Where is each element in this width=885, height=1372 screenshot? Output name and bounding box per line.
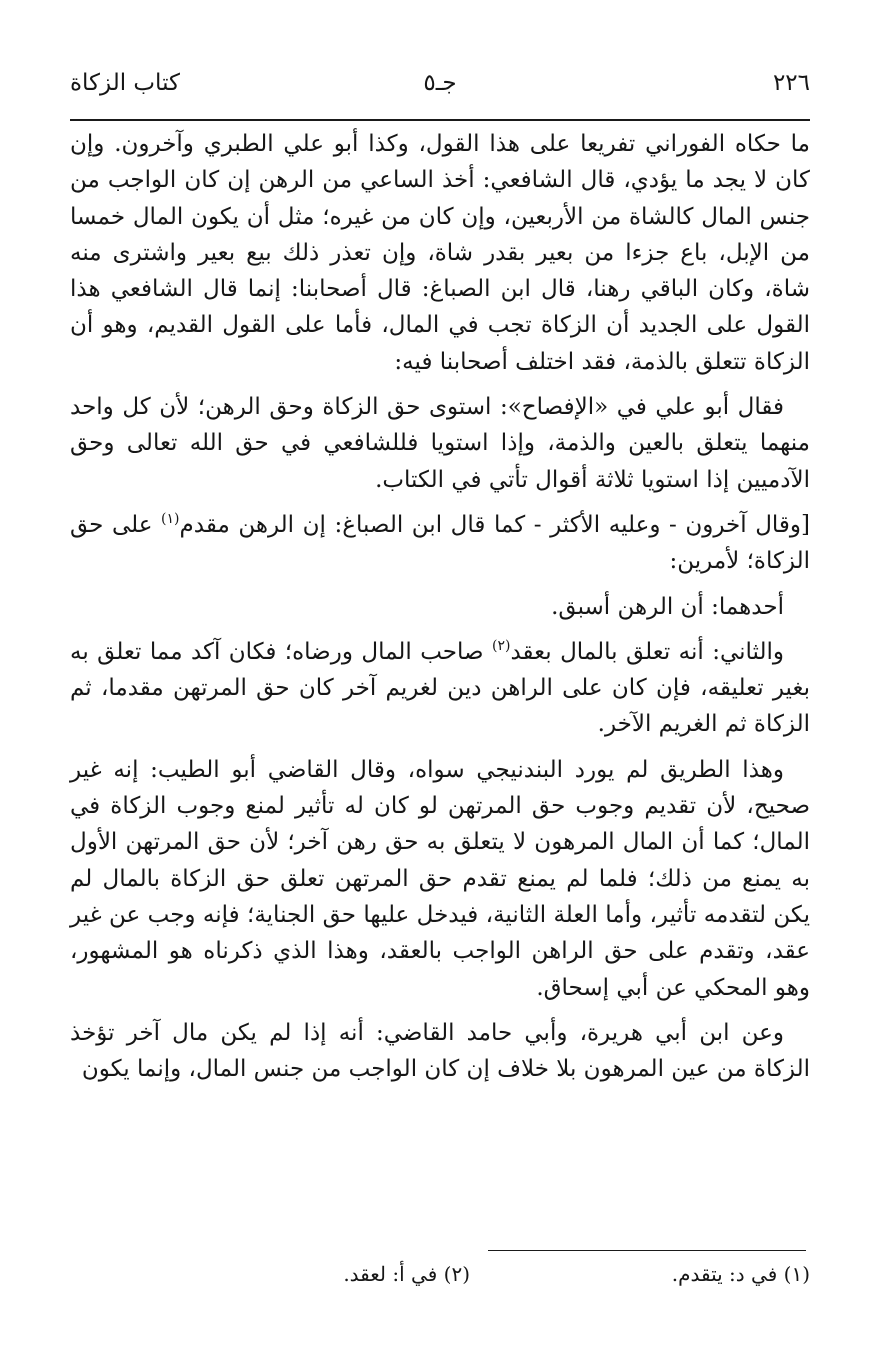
paragraph (70, 634, 810, 743)
page-number: ٢٢٦ (772, 70, 810, 96)
paragraph-text: والثاني: أنه تعلق بالمال بعقد (510, 638, 785, 665)
paragraph: وهذا الطريق لم يورد البندنيجي سواه، وقال القاضي أبو الطيب: إنه غير صحيح، لأن تقديم وجوب حق المرتهن لو كان له تأثير لمنع وجوب الزكاة في المال؛ كما أن المال المرهون لا يتعلق به حق رهن آخر؛ لأن حق المرتهن الأول به يمنع من ذلك؛ فلما لم يمنع تقدم حق المرتهن تعلق حق الزكاة بالمال لم يكن لتقدمه تأثير، وأما العلة الثانية، فيدخل عليها حق الجناية؛ فإنه وجب عن غير عقد، وتقدم على حق الراهن الواجب بالعقد، وهذا الذي ذكرناه هو المشهور، وهو المحكي عن أبي إسحاق. (70, 756, 811, 1001)
running-header (70, 70, 810, 110)
paragraph: أحدهما: أن الرهن أسبق. (551, 593, 784, 620)
paragraph: وعن ابن أبي هريرة، وأبي حامد القاضي: أنه إذا لم يكن مال آخر تؤخذ الزكاة من عين المرهون بلا خلاف إن كان الواجب من جنس المال، وإنما يكون (70, 1019, 810, 1083)
footnote-1: (١) في د: يتقدم. (671, 1262, 810, 1286)
paragraph-text: [وقال آخرون - وعليه الأكثر - كما قال ابن الصباغ: إن الرهن مقدم (179, 511, 811, 538)
footnote-ref[interactable]: (٢) (491, 637, 511, 654)
book-title: كتاب الزكاة (70, 70, 180, 96)
paragraph-text: على حق الزكاة؛ لأمرين: (70, 511, 810, 575)
footnote-rule (488, 1250, 806, 1251)
paragraph: ما حكاه الفوراني تفريعا على هذا القول، وكذا أبو علي الطبري وآخرون. وإن كان لا يجد ما يؤدي، قال الشافعي: أخذ الساعي من الرهن إن كان الواجب من جنس المال كالشاة من الأربعين، وإن كان من غيره؛ مثل أن يكون المال خمسا من الإبل، باع جزءا من بعير بقدر شاة، وإن تعذر ذلك بيع بعير واشترى منه شاة، وكان الباقي رهنا، قال ابن الصباغ: قال أصحابنا: إنما قال الشافعي هذا القول على الجديد أن الزكاة تجب في المال، فأما على القول القديم، وهو أن الزكاة تتعلق بالذمة، فقد اختلف أصحابنا فيه: (70, 131, 810, 375)
volume-label: جـ٥ (423, 70, 457, 96)
paragraph: فقال أبو علي في «الإفصاح»: استوى حق الزكاة وحق الرهن؛ لأن كل واحد منهما يتعلق بالعين والذمة، وإذا استويا فللشافعي في حق الله تعالى وحق الآدميين إذا استويا ثلاثة أقوال تأتي في الكتاب. (70, 394, 810, 493)
paragraph-text: صاحب المال ورضاه؛ فكان آكد مما تعلق به بغير تعليقه، فإن كان على الراهن دين لغريم آخر كان حق المرتهن مقدما، ثم الزكاة ثم الغريم الآخر. (70, 638, 810, 738)
footnote-2: (٢) في أ: لعقد. (343, 1262, 470, 1286)
paragraph (70, 507, 810, 580)
header-rule (70, 119, 810, 121)
footnote-ref[interactable]: (١) (161, 510, 180, 527)
main-text (70, 126, 810, 1096)
